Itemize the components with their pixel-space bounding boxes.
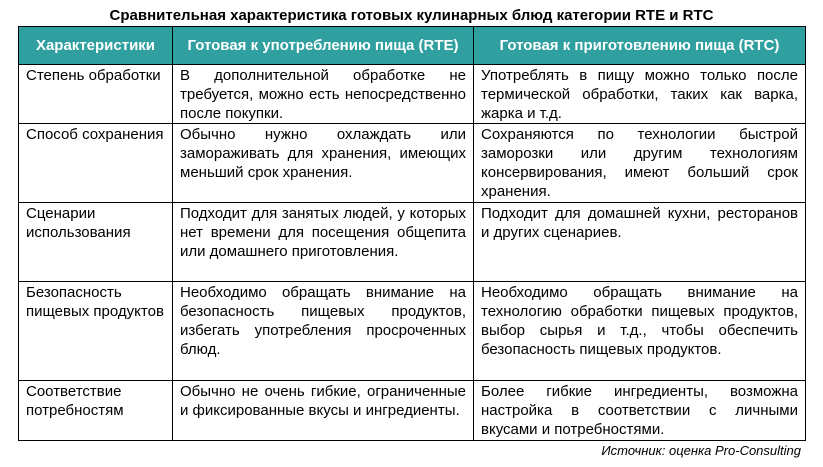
table-row: [19, 65, 806, 124]
rte-cell: Обычно нужно охлаждать или замораживать для хранения, имеющих меньший срок хранения.: [173, 124, 474, 203]
rte-cell: Необходимо обращать внимание на безопасность пищевых продуктов, избегать употребления просроченных блюд.: [173, 282, 474, 381]
rte-cell: В дополнительной обработке не требуется, можно есть непосредственно после покупки.: [173, 65, 474, 124]
header-rte: Готовая к употреблению пища (RTE): [173, 27, 474, 65]
source-note: Источник: оценка Pro-Consulting: [601, 443, 801, 458]
rtc-cell: Подходит для домашней кухни, ресторанов и других сценариев.: [474, 203, 806, 282]
rtc-cell: Более гибкие ингредиенты, возможна настройка в соответствии с личными вкусами и потребностями.: [474, 381, 806, 441]
row-label: Безопасность пищевых продуктов: [19, 282, 173, 381]
rtc-cell: Употреблять в пищу можно только после термической обработки, таких как варка, жарка и т.д.: [474, 65, 806, 124]
table-header: [19, 27, 806, 65]
rtc-cell: Необходимо обращать внимание на технологию обработки пищевых продуктов, выбор сырья и т.д., чтобы обеспечить безопасность пищевых продуктов.: [474, 282, 806, 381]
page-title: Сравнительная характеристика готовых кулинарных блюд категории RTE и RTC: [109, 7, 714, 24]
header-characteristics: Характеристики: [19, 27, 173, 65]
table-row: [19, 381, 806, 441]
rte-cell: Обычно не очень гибкие, ограниченные и фиксированные вкусы и ингредиенты.: [173, 381, 474, 441]
row-label: Соответствие потребностям: [19, 381, 173, 441]
table-body: [19, 65, 806, 441]
row-label: Степень обработки: [19, 65, 173, 124]
header-row: [19, 27, 806, 65]
table-row: [19, 282, 806, 381]
header-rtc: Готовая к приготовлению пища (RTC): [474, 27, 806, 65]
row-label: Способ сохранения: [19, 124, 173, 203]
table-row: [19, 124, 806, 203]
rtc-cell: Сохраняются по технологии быстрой заморозки или другим технологиям консервирования, имеют больший срок хранения.: [474, 124, 806, 203]
row-label: Сценарии использования: [19, 203, 173, 282]
comparison-table: [18, 26, 806, 441]
rte-cell: Подходит для занятых людей, у которых нет времени для посещения общепита или домашнего приготовления.: [173, 203, 474, 282]
table-row: [19, 203, 806, 282]
